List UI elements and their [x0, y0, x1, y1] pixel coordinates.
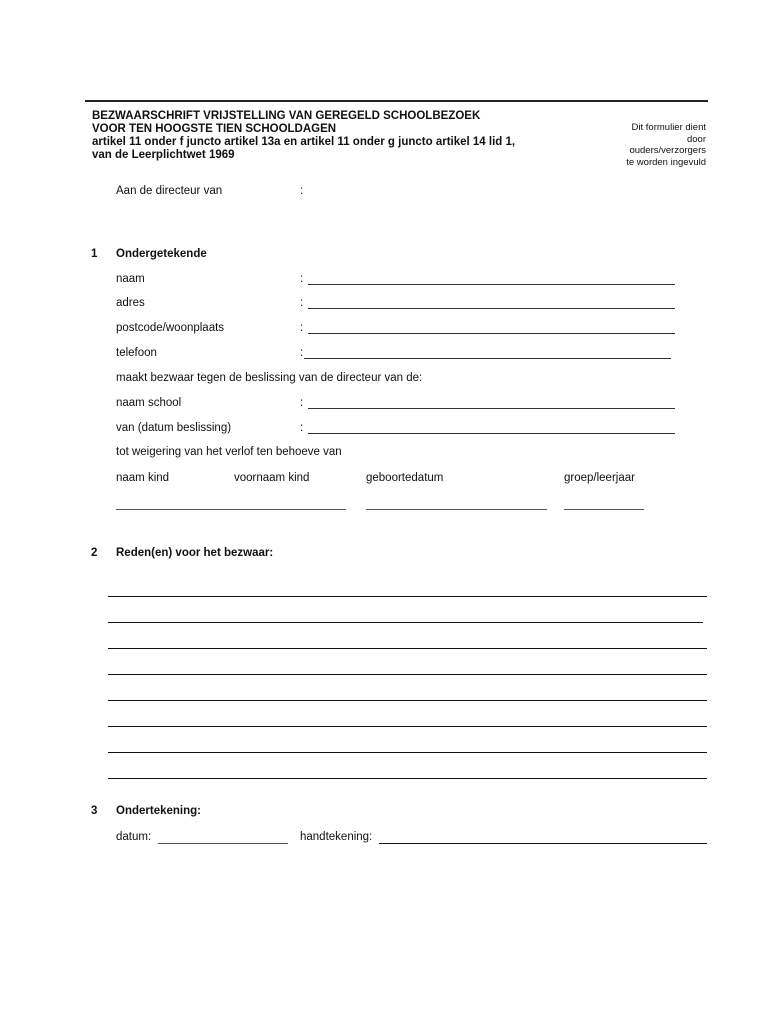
decision-date-field[interactable]: [308, 433, 675, 434]
refusal-text: tot weigering van het verlof ten behoeve van: [116, 446, 342, 458]
reason-line[interactable]: [108, 700, 707, 701]
section-2-title: Reden(en) voor het bezwaar:: [116, 547, 274, 559]
reason-line[interactable]: [108, 674, 707, 675]
phone-field[interactable]: [304, 358, 671, 359]
addressee-label: Aan de directeur van: [116, 185, 223, 197]
section-2-number: 2: [91, 547, 98, 559]
section-3-number: 3: [91, 805, 98, 817]
reason-line[interactable]: [108, 778, 707, 779]
reason-line[interactable]: [108, 726, 707, 727]
school-name-colon: :: [300, 397, 304, 409]
section-1-title: Ondergetekende: [116, 248, 207, 260]
child-firstname-header: voornaam kind: [234, 472, 310, 484]
form-title-line-2: VOOR TEN HOOGSTE TIEN SCHOOLDAGEN: [92, 123, 337, 135]
form-title-line-1: BEZWAARSCHRIFT VRIJSTELLING VAN GEREGELD SCHOOLBEZOEK: [92, 110, 481, 122]
name-colon: :: [300, 273, 304, 285]
section-1-number: 1: [91, 248, 98, 260]
address-colon: :: [300, 297, 304, 309]
instruction-note: [596, 122, 706, 168]
phone-colon: :: [300, 347, 304, 359]
date-label: datum:: [116, 831, 152, 843]
grade-header: groep/leerjaar: [564, 472, 635, 484]
instruction-note-line: Dit formulier dient: [631, 122, 706, 133]
phone-label: telefoon: [116, 347, 157, 359]
instruction-note-line: te worden ingevuld: [626, 156, 706, 168]
school-name-field[interactable]: [308, 408, 675, 409]
objection-text: maakt bezwaar tegen de beslissing van de directeur van de:: [116, 372, 423, 384]
addressee-colon: :: [300, 185, 304, 197]
reason-line[interactable]: [108, 752, 707, 753]
signature-label: handtekening:: [300, 831, 373, 843]
form-subtitle-line-2: van de Leerplichtwet 1969: [92, 149, 235, 161]
postcode-city-colon: :: [300, 322, 304, 334]
instruction-note-line: ouders/verzorgers: [629, 145, 706, 156]
section-3-title: Ondertekening:: [116, 805, 201, 817]
school-name-label: naam school: [116, 397, 182, 409]
grade-field[interactable]: [564, 509, 644, 510]
address-field[interactable]: [308, 308, 675, 309]
decision-date-label: van (datum beslissing): [116, 422, 232, 434]
instruction-note-line: door: [686, 133, 706, 145]
name-field[interactable]: [308, 284, 675, 285]
signature-field[interactable]: [379, 843, 707, 844]
reason-line[interactable]: [108, 622, 703, 623]
reason-line[interactable]: [108, 648, 707, 649]
postcode-city-field[interactable]: [308, 333, 675, 334]
child-name-field[interactable]: [116, 509, 346, 510]
decision-date-colon: :: [300, 422, 304, 434]
birthdate-field[interactable]: [366, 509, 547, 510]
birthdate-header: geboortedatum: [366, 472, 444, 484]
name-label: naam: [116, 273, 145, 285]
form-subtitle-line-1: artikel 11 onder f juncto artikel 13a en artikel 11 onder g juncto artikel 14 lid 1,: [92, 136, 516, 148]
child-surname-header: naam kind: [116, 472, 170, 484]
postcode-city-label: postcode/woonplaats: [116, 322, 225, 334]
date-field[interactable]: [158, 843, 288, 844]
address-label: adres: [116, 297, 145, 309]
top-rule: [85, 100, 708, 102]
reason-line[interactable]: [108, 596, 707, 597]
